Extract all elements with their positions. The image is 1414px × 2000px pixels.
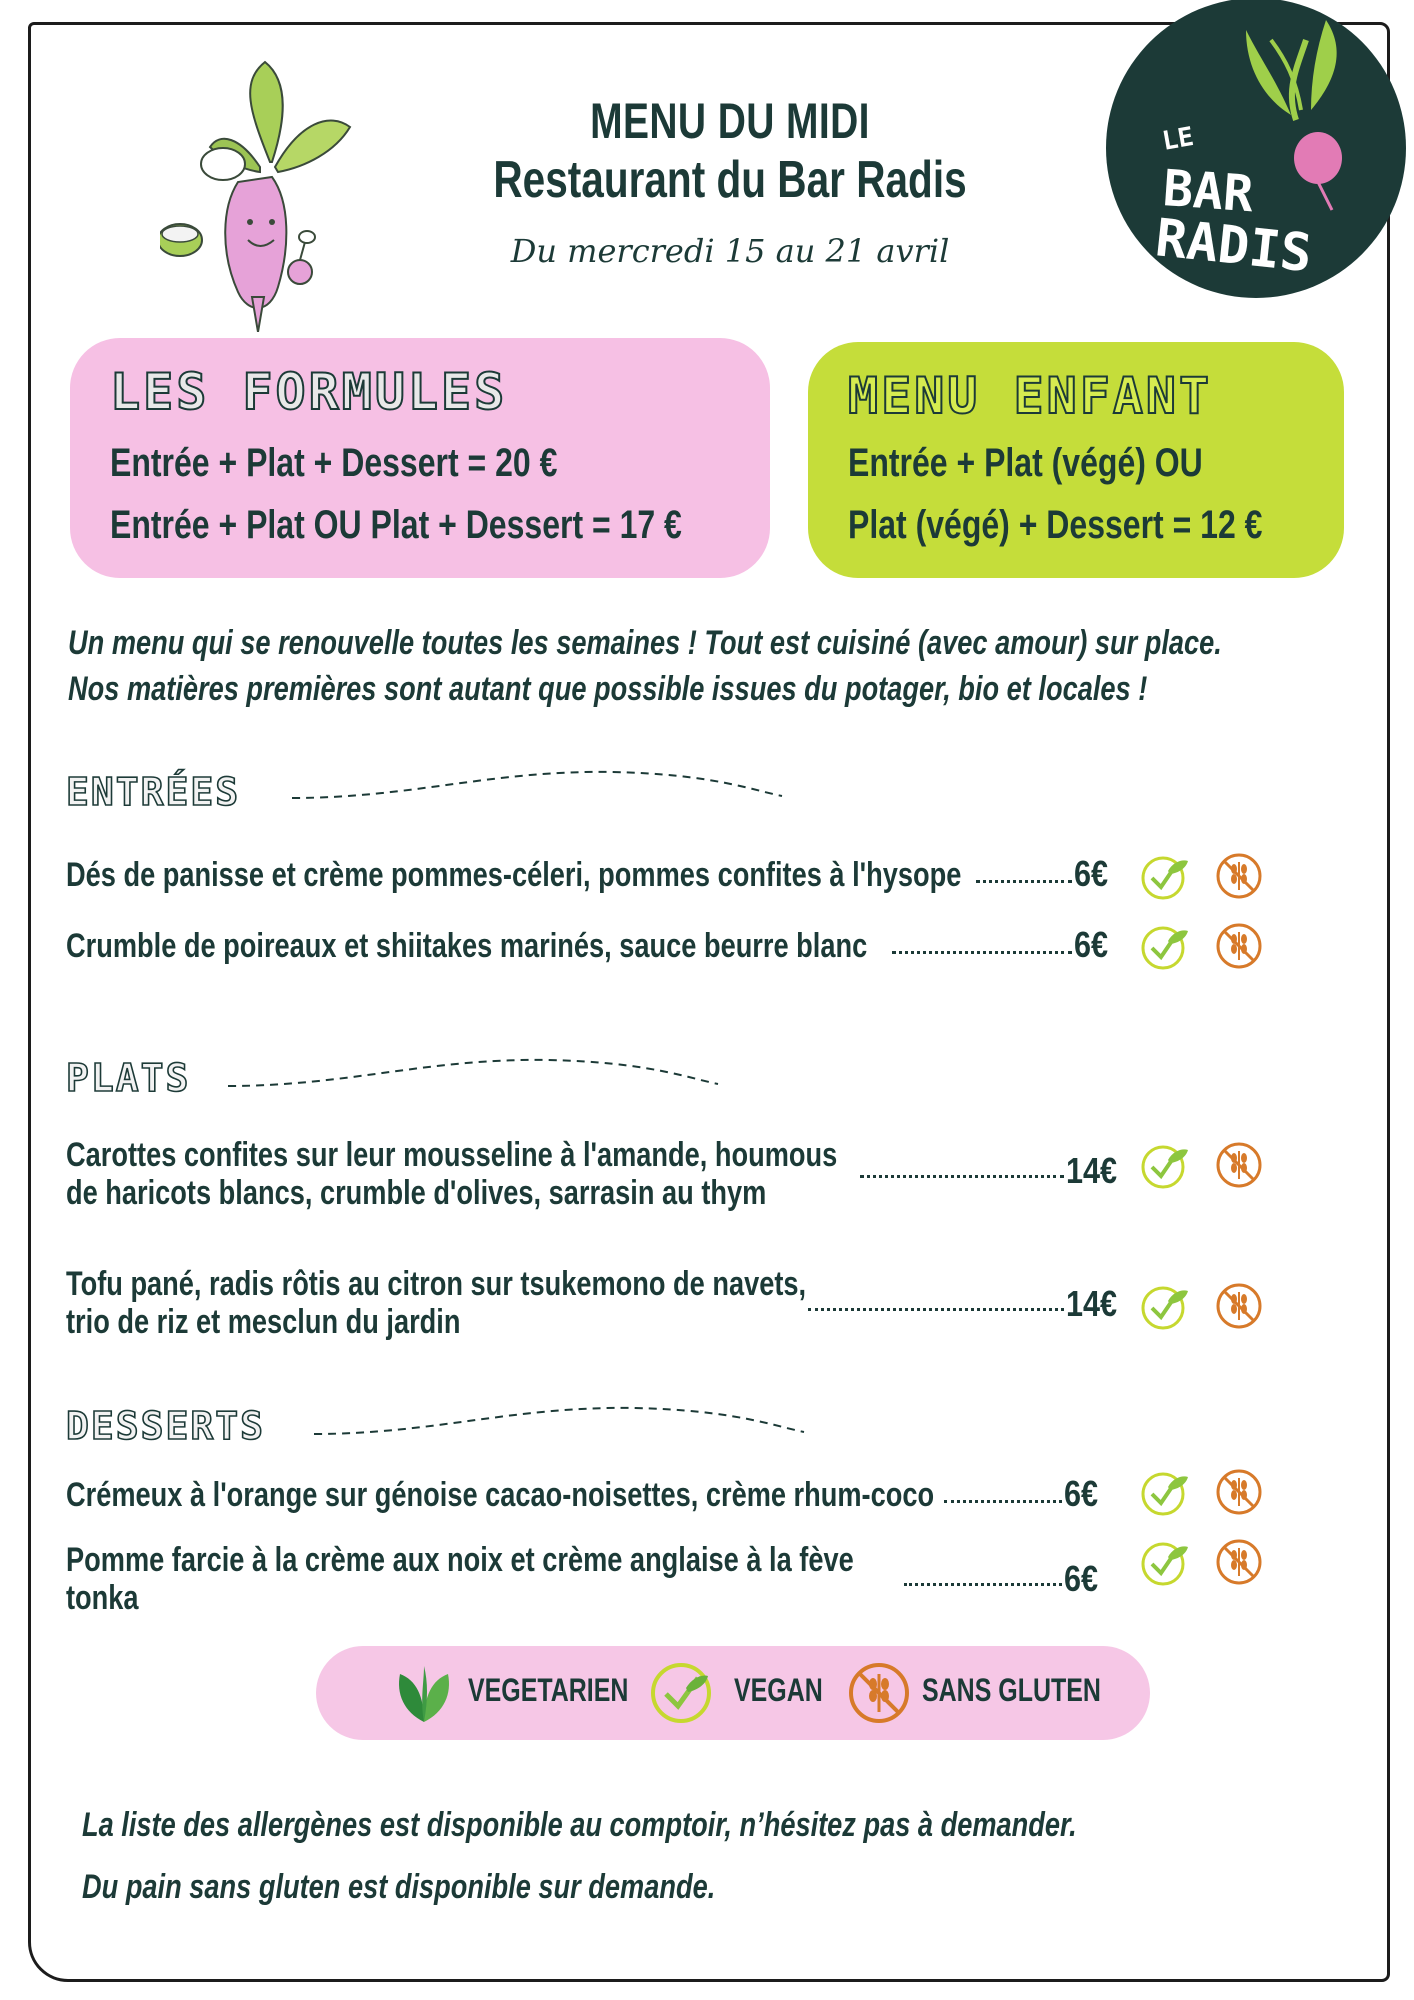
menu-item-dessert [66, 1476, 1151, 1514]
logo-text-radis: RADIS [1152, 208, 1315, 285]
price-leader [904, 1583, 1062, 1586]
price-leader [944, 1500, 1062, 1503]
item-description: Dés de panisse et crème pommes-céleri, pommes confites à l'hysope [66, 856, 962, 894]
vegan-icon [1138, 1465, 1192, 1519]
item-description: Tofu pané, radis rôtis au citron sur tsukemono de navets, [66, 1265, 807, 1303]
menu-enfant-box [808, 342, 1344, 578]
section-title-plats: PLATS [66, 1056, 191, 1100]
formule-line: Entrée + Plat OU Plat + Dessert = 17 € [110, 503, 682, 547]
price-leader [892, 951, 1072, 954]
item-description: Crémeux à l'orange sur génoise cacao-noisettes, crème rhum-coco [66, 1476, 935, 1514]
vegan-icon [1138, 1535, 1192, 1589]
section-title-entrees: ENTRÉES [66, 770, 241, 814]
item-description: Crumble de poireaux et shiitakes marinés, sauce beurre blanc [66, 927, 868, 965]
menu-title: MENU DU MIDI [590, 93, 870, 149]
item-description: Carottes confites sur leur mousseline à l'amande, houmous [66, 1136, 838, 1174]
menu-dates: Du mercredi 15 au 21 avril [510, 232, 950, 270]
radish-mascot-illustration [160, 52, 360, 332]
enfant-line: Entrée + Plat (végé) OU [848, 441, 1203, 485]
price-leader [808, 1308, 1064, 1311]
logo-text-bar: BAR [1161, 159, 1256, 224]
menu-item-entree [66, 927, 1068, 965]
vegan-icon [1138, 919, 1192, 973]
item-description: tonka [66, 1579, 139, 1617]
item-price: 6€ [1074, 924, 1109, 965]
menu-item-plat [66, 1265, 991, 1341]
footer-line: La liste des allergènes est disponible au comptoir, n’hésitez pas à demander. [82, 1806, 1077, 1844]
menu-item-plat [66, 1136, 1030, 1212]
section-title-desserts: DESSERTS [66, 1404, 266, 1448]
formules-box [70, 338, 770, 578]
legend-vegetarien: VEGETARIEN [468, 1672, 629, 1708]
section-squiggle [228, 1048, 728, 1092]
intro-text [68, 620, 1368, 712]
formule-line: Entrée + Plat + Dessert = 20 € [110, 441, 558, 485]
item-price: 6€ [1074, 853, 1109, 894]
legend-sans-gluten: SANS GLUTEN [922, 1672, 1101, 1708]
bar-radis-logo [1096, 0, 1408, 312]
intro-line: Un menu qui se renouvelle toutes les semaines ! Tout est cuisiné (avec amour) sur place. [68, 624, 1222, 662]
menu-enfant-title: MENU ENFANT [848, 367, 1213, 425]
gluten-free-icon [1212, 849, 1266, 903]
item-description: de haricots blancs, crumble d'olives, sarrasin au thym [66, 1174, 767, 1212]
item-description: trio de riz et mesclun du jardin [66, 1303, 461, 1341]
section-squiggle [314, 1396, 814, 1440]
footer-line: Du pain sans gluten est disponible sur demande. [82, 1868, 716, 1906]
legend-bar [316, 1646, 1150, 1740]
menu-header [400, 92, 1060, 270]
vegan-icon [1138, 849, 1192, 903]
item-price: 14€ [1066, 1150, 1118, 1191]
gluten-free-icon [846, 1660, 912, 1726]
gluten-free-icon [1212, 1138, 1266, 1192]
restaurant-name: Restaurant du Bar Radis [493, 151, 967, 209]
price-leader [860, 1175, 1064, 1178]
item-price: 6€ [1064, 1558, 1099, 1599]
legend-vegan: VEGAN [734, 1672, 823, 1708]
vegan-icon [1138, 1138, 1192, 1192]
menu-item-dessert [66, 1541, 1051, 1617]
vegetarian-leaf-icon [394, 1664, 454, 1724]
intro-line: Nos matières premières sont autant que possible issues du potager, bio et locales ! [68, 670, 1148, 708]
item-price: 6€ [1064, 1473, 1099, 1514]
gluten-free-icon [1212, 1279, 1266, 1333]
section-squiggle [292, 760, 792, 804]
gluten-free-icon [1212, 919, 1266, 973]
formules-title: LES FORMULES [110, 363, 508, 421]
gluten-free-icon [1212, 1535, 1266, 1589]
logo-text-le: LE [1160, 121, 1197, 157]
item-description: Pomme farcie à la crème aux noix et crème anglaise à la fève [66, 1541, 854, 1579]
gluten-free-icon [1212, 1465, 1266, 1519]
footer-notes [82, 1794, 1362, 1918]
menu-item-entree [66, 856, 1185, 894]
vegan-icon [1138, 1279, 1192, 1333]
item-price: 14€ [1066, 1283, 1118, 1324]
enfant-line: Plat (végé) + Dessert = 12 € [848, 503, 1263, 547]
price-leader [976, 880, 1072, 883]
vegan-icon [648, 1660, 714, 1726]
